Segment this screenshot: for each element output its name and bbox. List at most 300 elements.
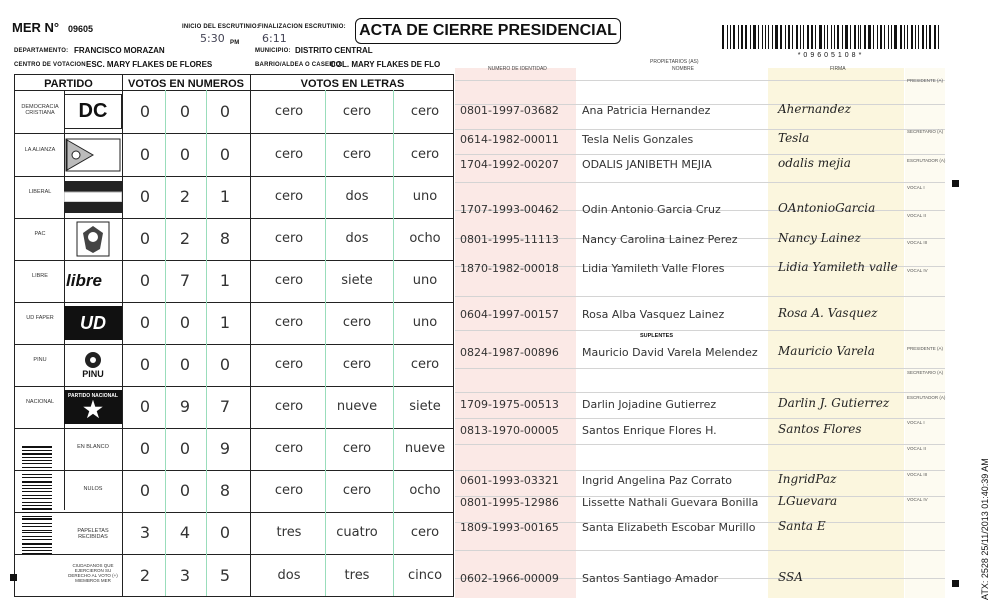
vote-word: siete: [409, 399, 441, 414]
barcode-bar: [803, 25, 804, 49]
party-name: DEMOCRACIA CRISTIANA: [21, 103, 59, 116]
inicio-suffix: PM: [230, 40, 240, 46]
party-logo: libre: [66, 271, 102, 290]
barcode-bar: [880, 25, 882, 49]
timestamp-stamp: ATX: 2528 25/11/2013 01:40:39 AM: [980, 458, 990, 600]
vote-digit: 0: [179, 355, 191, 374]
vote-digit: 3: [179, 566, 191, 585]
barcode-bar: [860, 25, 861, 49]
barcode-bar: [753, 25, 756, 49]
vote-word: ocho: [409, 483, 441, 498]
row-divider: [15, 260, 453, 261]
party-name: LIBERAL: [28, 189, 52, 195]
barcode-bar: [934, 25, 936, 49]
barcode-bar: [750, 25, 751, 49]
corner-mark: [952, 580, 959, 587]
vote-digit: 1: [219, 187, 231, 206]
member-signature: OAntonioGarcia: [778, 201, 876, 215]
row-rule: [455, 444, 945, 445]
vote-word: cinco: [407, 568, 443, 583]
barcode-bar: [22, 553, 52, 554]
member-role: VOCAL I: [907, 420, 925, 425]
vote-digit: 1: [219, 313, 231, 332]
row-rule: [455, 368, 945, 369]
member-signature: Santa E: [778, 519, 826, 533]
barcode-bar: [22, 526, 52, 527]
member-role: VOCAL IV: [907, 497, 928, 502]
member-role: VOCAL III: [907, 472, 928, 477]
vote-word: cero: [410, 525, 440, 540]
vote-word: dos: [345, 231, 369, 246]
member-signature: Tesla: [778, 131, 810, 145]
vote-digit: 9: [219, 439, 231, 458]
barcode-bar: [888, 25, 890, 49]
member-signature: Darlin J. Gutierrez: [778, 396, 890, 410]
member-name: Ingrid Angelina Paz Corrato: [582, 474, 733, 487]
member-signature: LGuevara: [778, 494, 838, 508]
vote-word: nueve: [404, 441, 446, 456]
municipio-value: DISTRITO CENTRAL: [295, 46, 373, 55]
vote-digit: 0: [179, 313, 191, 332]
member-name: Lissette Nathali Guevara Bonilla: [582, 496, 759, 509]
propietarios-head: PROPIETARIOS (AS): [650, 59, 699, 65]
member-role: ESCRUTADOR (A): [907, 395, 946, 400]
barcode-bar: [22, 508, 52, 509]
vote-word: cero: [410, 103, 440, 119]
vote-word: cero: [274, 231, 304, 246]
member-role: VOCAL II: [907, 446, 926, 451]
vote-digit: 0: [219, 101, 231, 121]
party-logo: [64, 180, 122, 214]
member-signature: Mauricio Varela: [778, 344, 875, 358]
vote-digit: 3: [139, 523, 151, 542]
party-logo: [64, 222, 122, 256]
barcode-bar: [819, 25, 822, 49]
vote-digit: 4: [179, 523, 191, 542]
barrio-label: BARRIO/ALDEA O CASERIO:: [255, 62, 343, 68]
member-id: 1704-1992-00207: [460, 158, 559, 171]
barcode-bar: [762, 25, 763, 49]
barcode-bar: [22, 491, 52, 492]
member-id: 0801-1997-03682: [460, 104, 559, 117]
member-name: ODALIS JANIBETH MEJIA: [582, 158, 712, 171]
vote-word: cero: [274, 146, 304, 162]
centro-label: CENTRO DE VOTACION:: [14, 62, 89, 68]
party-logo: DC: [64, 94, 122, 129]
vote-digit: 0: [139, 355, 151, 374]
departamento-label: DEPARTAMENTO:: [14, 48, 69, 54]
barcode-bar: [22, 543, 52, 545]
vote-word: ocho: [409, 231, 441, 246]
nacional-logo-text: PARTIDO NACIONAL: [68, 393, 118, 399]
departamento-value: FRANCISCO MORAZAN: [74, 46, 165, 55]
barcode-bar: [868, 25, 871, 49]
row-label: EN BLANCO: [77, 444, 109, 450]
letras-header: VOTOS EN LETRAS: [300, 78, 405, 90]
vote-word: uno: [412, 273, 438, 288]
vote-digit: 8: [219, 229, 231, 248]
member-id: 0801-1995-11113: [460, 233, 559, 246]
member-id: 0824-1987-00896: [460, 346, 559, 359]
fin-label: FINALIZACION ESCRUTINIO:: [258, 24, 346, 30]
vote-digit: 0: [179, 144, 191, 164]
party-name: LA ALIANZA: [24, 146, 56, 153]
vote-word: cero: [342, 441, 372, 456]
vote-digit: 1: [219, 271, 231, 290]
vote-word: dos: [277, 568, 301, 583]
member-signature: Ahernandez: [778, 102, 851, 116]
barcode-bar: [22, 460, 52, 461]
vote-word: tres: [276, 525, 302, 540]
barcode-bar: [727, 25, 728, 49]
barcode-bar: [22, 467, 52, 468]
row-rule: [455, 392, 945, 393]
vote-digit: 0: [139, 397, 151, 416]
barcode-bar: [877, 25, 878, 49]
sub-divider: [165, 90, 166, 596]
row-rule: [455, 330, 945, 331]
barcode-bar: [837, 25, 839, 49]
suplentes-label: SUPLENTES: [640, 333, 674, 339]
municipio-label: MUNICIPIO:: [255, 48, 291, 54]
vote-word: cuatro: [336, 525, 378, 540]
vote-digit: 0: [179, 439, 191, 458]
row-divider: [15, 133, 453, 134]
barcode-text: *09605108*: [797, 52, 865, 59]
barcode-bar: [22, 547, 52, 548]
barcode-bar: [834, 25, 835, 49]
member-id: 0602-1966-00009: [460, 572, 559, 585]
inicio-value: 5:30: [200, 32, 225, 45]
barcode-bar: [842, 25, 843, 49]
member-name: Santos Santiago Amador: [582, 572, 719, 585]
barcode-bar: [800, 25, 801, 49]
vote-word: tres: [344, 568, 370, 583]
vote-digit: 2: [179, 229, 191, 248]
barcode-bar: [733, 25, 736, 49]
barcode-bar: [22, 518, 52, 520]
member-name: Nancy Carolina Lainez Perez: [582, 233, 738, 246]
vote-word: siete: [341, 273, 373, 288]
role-column: [905, 68, 945, 598]
row-divider: [15, 386, 453, 387]
barcode-bar: [22, 446, 52, 448]
barcode-bar: [768, 25, 769, 49]
barcode-bar: [22, 485, 52, 486]
barcode-bar: [22, 523, 52, 524]
mer-number: 09605: [68, 24, 94, 34]
row-rule: [455, 296, 945, 297]
member-name: Odin Antonio Garcia Cruz: [582, 203, 721, 216]
partido-header: PARTIDO: [44, 78, 93, 90]
row-rule: [455, 154, 945, 155]
barcode-bar: [22, 505, 52, 506]
vote-digit: 0: [179, 481, 191, 500]
nombre-head: NOMBRE: [672, 66, 694, 72]
member-signature: Rosa A. Vasquez: [778, 306, 878, 320]
row-divider: [15, 428, 453, 429]
barcode-bar: [730, 25, 731, 49]
barcode-bar: [807, 25, 809, 49]
row-rule: [455, 418, 945, 419]
row-label: PAPELETAS RECIBIDAS: [77, 528, 109, 540]
barcode-bar: [22, 463, 52, 465]
row-divider: [15, 176, 453, 177]
vote-digit: 0: [179, 101, 191, 121]
party-logo: [64, 137, 122, 172]
barcode-bar: [858, 25, 859, 49]
vote-word: cero: [274, 399, 304, 414]
member-role: VOCAL II: [907, 213, 926, 218]
barcode-bar: [22, 532, 52, 533]
sub-divider: [393, 90, 394, 596]
barcode-bar: [938, 25, 939, 49]
vote-digit: 0: [139, 271, 151, 290]
member-signature: Nancy Lainez: [778, 231, 861, 245]
inicio-label: INICIO DEL ESCRUTINIO:: [182, 24, 259, 30]
vote-word: cero: [274, 357, 304, 372]
barcode-bar: [22, 536, 52, 537]
sub-divider: [206, 90, 207, 596]
member-name: Rosa Alba Vasquez Lainez: [582, 308, 725, 321]
row-divider: [15, 554, 453, 555]
member-role: PRESIDENTE (A): [907, 78, 944, 83]
member-signature: Santos Flores: [778, 422, 862, 436]
member-id: 1809-1993-00165: [460, 521, 559, 534]
party-logo: [64, 390, 122, 424]
barcode-bar: [22, 470, 52, 471]
party-name: PINU: [33, 357, 47, 363]
barcode-bar: [785, 25, 786, 49]
vote-word: cero: [274, 315, 304, 330]
vote-word: cero: [410, 357, 440, 372]
star-icon: ★: [83, 397, 103, 422]
row-rule: [455, 182, 945, 183]
member-name: Santos Enrique Flores H.: [582, 424, 717, 437]
col-divider: [122, 75, 123, 596]
row-label: CIUDADANOS QUE EJERCIERON SU DERECHO AL VOTO (+) MIEMBROS MER: [68, 563, 118, 583]
vote-digit: 5: [219, 566, 231, 585]
member-id: 1707-1993-00462: [460, 203, 559, 216]
row-divider: [15, 218, 453, 219]
vote-digit: 7: [219, 397, 231, 416]
row-divider: [15, 90, 453, 91]
member-name: Mauricio David Varela Melendez: [582, 346, 758, 359]
vote-word: cero: [274, 441, 304, 456]
vote-word: cero: [274, 189, 304, 204]
row-divider: [15, 512, 453, 513]
member-id: 0614-1982-00011: [460, 133, 559, 146]
barcode-bar: [765, 25, 767, 49]
vote-word: cero: [274, 483, 304, 498]
barcode-bar: [811, 25, 813, 49]
barcode-bar: [745, 25, 747, 49]
barcode-bar: [891, 25, 892, 49]
barcode-bar: [22, 502, 52, 503]
pinu-logo-text: PINU: [82, 369, 104, 379]
row-rule: [455, 129, 945, 130]
row-rule: [455, 550, 945, 551]
vote-word: cero: [410, 146, 440, 162]
mer-label: MER N°: [12, 20, 60, 35]
vote-digit: 2: [139, 566, 151, 585]
barcode-bar: [911, 25, 913, 49]
party-logo: UD: [64, 306, 122, 340]
barcode-bar: [22, 516, 52, 517]
barcode-bar: [22, 498, 52, 500]
vote-digit: 0: [139, 144, 151, 164]
identidad-head: NUMERO DE IDENTIDAD: [488, 66, 547, 72]
barcode-bar: [22, 457, 52, 458]
numeros-header: VOTOS EN NUMEROS: [128, 78, 244, 90]
member-signature: Lidia Yamileth valle: [778, 260, 898, 274]
barcode-bar: [738, 25, 739, 49]
vote-digit: 9: [179, 397, 191, 416]
barcode-bar: [918, 25, 919, 49]
identity-column: [455, 68, 576, 598]
vote-word: cero: [274, 103, 304, 119]
barcode-bar: [758, 25, 759, 49]
member-role: ESCRUTADOR (A): [907, 158, 946, 163]
barcode-bar: [22, 481, 52, 483]
barcode-bar: [845, 25, 848, 49]
votes-table: [14, 74, 454, 597]
member-signature: IngridPaz: [778, 472, 837, 486]
row-divider: [15, 344, 453, 345]
member-name: Ana Patricia Hernandez: [582, 104, 711, 117]
member-id: 0813-1970-00005: [460, 424, 559, 437]
vote-word: cero: [342, 146, 372, 162]
barcode-bar: [22, 512, 52, 513]
member-role: VOCAL I: [907, 185, 925, 190]
barcode-bar: [22, 453, 52, 454]
member-id: 0604-1997-00157: [460, 308, 559, 321]
vote-word: cero: [274, 273, 304, 288]
row-divider: [15, 302, 453, 303]
member-role: VOCAL III: [907, 240, 928, 245]
member-name: Darlin Jojadine Gutierrez: [582, 398, 717, 411]
vote-word: dos: [345, 189, 369, 204]
sub-divider: [325, 90, 326, 596]
top-barcode: [722, 25, 940, 49]
barcode-bar: [915, 25, 916, 49]
party-name: PAC: [34, 231, 46, 237]
barcode-bar: [926, 25, 927, 49]
vote-digit: 0: [139, 481, 151, 500]
barcode-bar: [824, 25, 825, 49]
vote-digit: 0: [139, 101, 151, 121]
barcode-bar: [864, 25, 866, 49]
barcode-bar: [850, 25, 851, 49]
barcode-bar: [894, 25, 897, 49]
barcode-bar: [831, 25, 832, 49]
barrio-value: COL. MARY FLAKES DE FLO: [330, 60, 441, 69]
barcode-bar: [780, 25, 782, 49]
member-id: 1709-1975-00513: [460, 398, 559, 411]
member-id: 1870-1982-00018: [460, 262, 559, 275]
row-divider: [15, 470, 453, 471]
member-role: SECRETARIO (A): [907, 129, 944, 134]
barcode-bar: [22, 477, 52, 478]
barcode-bar: [854, 25, 856, 49]
fin-value: 6:11: [262, 32, 287, 45]
barcode-bar: [796, 25, 799, 49]
corner-mark: [10, 574, 17, 581]
vote-word: uno: [412, 189, 438, 204]
document-title: ACTA DE CIERRE PRESIDENCIAL: [355, 18, 621, 44]
barcode-bar: [22, 495, 52, 496]
vote-word: cero: [342, 103, 372, 119]
barcode-bar: [22, 530, 52, 531]
row-label: NULOS: [83, 486, 103, 492]
barcode-bar: [22, 450, 52, 451]
party-name: LIBRE: [32, 273, 48, 279]
barcode-bar: [873, 25, 874, 49]
vote-word: cero: [342, 483, 372, 498]
barcode-bar: [900, 25, 902, 49]
member-id: 0601-1993-03321: [460, 474, 559, 487]
barcode-bar: [884, 25, 885, 49]
barcode-bar: [922, 25, 925, 49]
vote-digit: 2: [179, 187, 191, 206]
member-id: 0801-1995-12986: [460, 496, 559, 509]
barcode-bar: [907, 25, 908, 49]
barcode-bar: [792, 25, 793, 49]
barcode-bar: [772, 25, 773, 49]
barcode-bar: [788, 25, 790, 49]
barcode-bar: [815, 25, 816, 49]
barcode-bar: [827, 25, 829, 49]
row-rule: [455, 80, 945, 81]
member-role: VOCAL IV: [907, 268, 928, 273]
barcode-bar: [22, 539, 52, 540]
centro-value: ESC. MARY FLAKES DE FLORES: [86, 60, 213, 69]
party-name: NACIONAL: [25, 399, 55, 405]
barcode-bar: [22, 488, 52, 489]
vote-digit: 0: [219, 144, 231, 164]
corner-mark: [952, 180, 959, 187]
vote-digit: 0: [139, 313, 151, 332]
firma-head: FIRMA: [830, 66, 846, 72]
vote-word: uno: [412, 315, 438, 330]
barcode-bar: [22, 474, 52, 475]
vote-digit: 7: [179, 271, 191, 290]
member-signature: SSA: [778, 570, 803, 584]
vote-digit: 0: [139, 187, 151, 206]
member-name: Santa Elizabeth Escobar Murillo: [582, 521, 756, 534]
member-name: Tesla Nelis Gonzales: [582, 133, 694, 146]
vote-word: cero: [342, 357, 372, 372]
barcode-bar: [722, 25, 724, 49]
party-name: UD FAPER: [26, 315, 54, 321]
vote-digit: 8: [219, 481, 231, 500]
member-role: PRESIDENTE (A): [907, 346, 944, 351]
barcode-bar: [22, 550, 52, 551]
barcode-bar: [775, 25, 778, 49]
barcode-bar: [929, 25, 931, 49]
party-logo: [64, 348, 122, 382]
vote-digit: 0: [139, 229, 151, 248]
vote-digit: 0: [139, 439, 151, 458]
barcode-bar: [741, 25, 743, 49]
member-role: SECRETARIO (A): [907, 370, 944, 375]
member-name: Lidia Yamileth Valle Flores: [582, 262, 725, 275]
vote-word: cero: [342, 315, 372, 330]
member-signature: odalis mejia: [778, 156, 851, 170]
vote-digit: 0: [219, 523, 231, 542]
vote-digit: 0: [219, 355, 231, 374]
side-barcode: [22, 446, 52, 556]
